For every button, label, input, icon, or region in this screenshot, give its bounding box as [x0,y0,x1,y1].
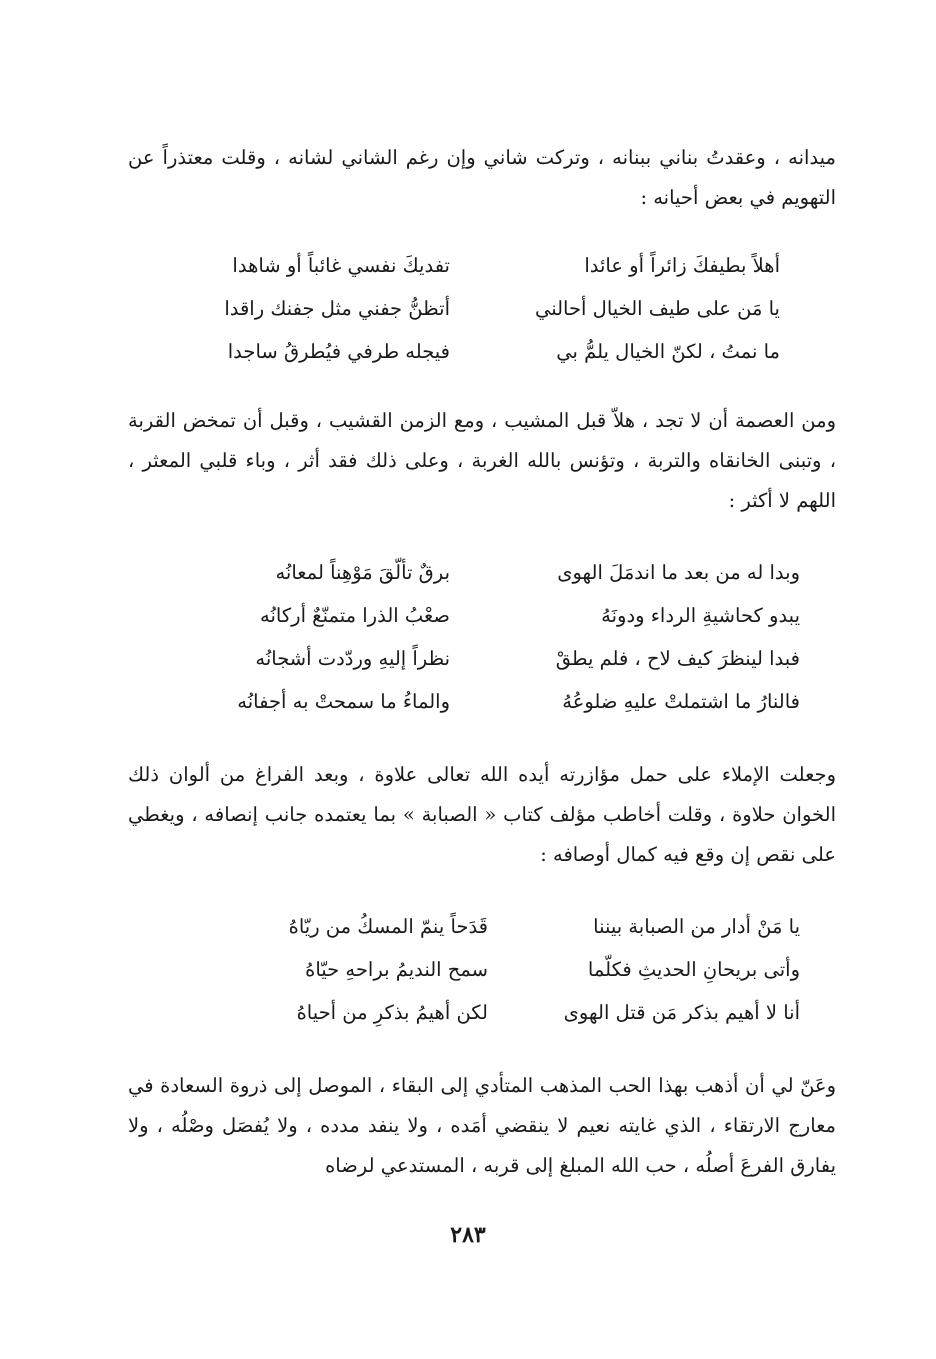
verse-second-hemistich: أتظنُّ جفني مثل جفنك راقدا [224,297,450,320]
verse-second-hemistich: قَدَحاً ينمّ المسكُ من ريّاهُ [288,915,488,938]
verse-first-hemistich: أنا لا أهيم بذكر مَن قتل الهوى [563,1001,800,1024]
verse-line [170,948,800,991]
verse-line [170,991,800,1034]
verse-line [170,594,800,637]
verse-first-hemistich: أهلاً بطيفكَ زائراً أو عائدا [584,254,780,277]
verse-line [170,551,800,594]
poem-block [170,905,800,1034]
verse-second-hemistich: فيجله طرفي فيُطرقُ ساجدا [227,340,450,363]
verse-line [150,287,780,330]
verse-second-hemistich: برقٌ تألّقَ مَوْهِناً لمعانُه [275,561,450,584]
verse-second-hemistich: تفديكَ نفسي غائباً أو شاهدا [232,254,450,277]
verse-line [150,330,780,373]
verse-first-hemistich: وبدا له من بعد ما اندمَلَ الهوى [557,561,800,584]
page-number: ٢٨٣ [450,1222,486,1248]
verse-second-hemistich: صعْبُ الذرا متمنّعٌ أركانُه [260,604,450,627]
verse-first-hemistich: فبدا لينظرَ كيف لاح ، فلم يطقْ [555,647,800,670]
verse-first-hemistich: يا مَنْ أدار من الصبابة بيننا [593,915,800,938]
prose-paragraph: ومن العصمة أن لا تجد ، هلاّ قبل المشيب ، ومع الزمن القشيب ، وقبل أن تمخض القربة ، وتبنى الخانقاه والتربة ، وتؤنس بالله الغربة ، وعلى ذلك فقد أثر ، وباء قلبي المعثر ، اللهم لا أكثر : [128,409,836,512]
verse-first-hemistich: يا مَن على طيف الخيال أحالني [534,297,780,320]
prose-paragraph: وعَنّ لي أن أذهب بهذا الحب المذهب المتأدي إلى البقاء ، الموصل إلى ذروة السعادة في معارج الارتقاء ، الذي غايته نعيم لا ينقضي أمَده ، ولا ينفد مدده ، ولا يُفصَل وصْلُه ، ولا يفارق الفرعَ أصلُه ، حب الله المبلغ إلى قربه ، المستدعي لرضاه [128,1074,836,1177]
verse-line [150,244,780,287]
prose-paragraph: ميدانه ، وعقدتُ بناني ببنانه ، وتركت شاني وإن رغم الشاني لشانه ، وقلت معتذراً عن التهويم في بعض أحيانه : [128,146,836,209]
verse-first-hemistich: ما نمتُ ، لكنّ الخيال يلمُّ بي [556,340,780,363]
poem-block [150,244,780,373]
verse-second-hemistich: نظراً إليهِ وردّدت أشجانُه [255,647,450,670]
verse-second-hemistich: والماءُ ما سمحتْ به أجفانُه [237,690,450,713]
poem-block [170,551,800,723]
verse-second-hemistich: لكن أهيمُ بذكرِ من أحياهُ [296,1001,488,1024]
verse-second-hemistich: سمح النديمُ براحهِ حيّاهُ [305,958,488,981]
verse-line [170,680,800,723]
verse-line [170,637,800,680]
verse-first-hemistich: فالنارُ ما اشتملتْ عليهِ ضلوعُهُ [562,690,800,713]
prose-paragraph: وجعلت الإملاء على حمل مؤازرته أيده الله تعالى علاوة ، وبعد الفراغ من ألوان ذلك الخوان حلاوة ، وقلت أخاطب مؤلف كتاب « الصبابة » بما يعتمده جانب إنصافه ، ويغطي على نقص إن وقع فيه كمال أوصافه : [128,763,836,866]
verse-first-hemistich: وأتى بريحانِ الحديثِ فكلّما [587,958,800,981]
verse-line [170,905,800,948]
verse-first-hemistich: يبدو كحاشيةِ الرداء ودونَهُ [601,604,800,627]
